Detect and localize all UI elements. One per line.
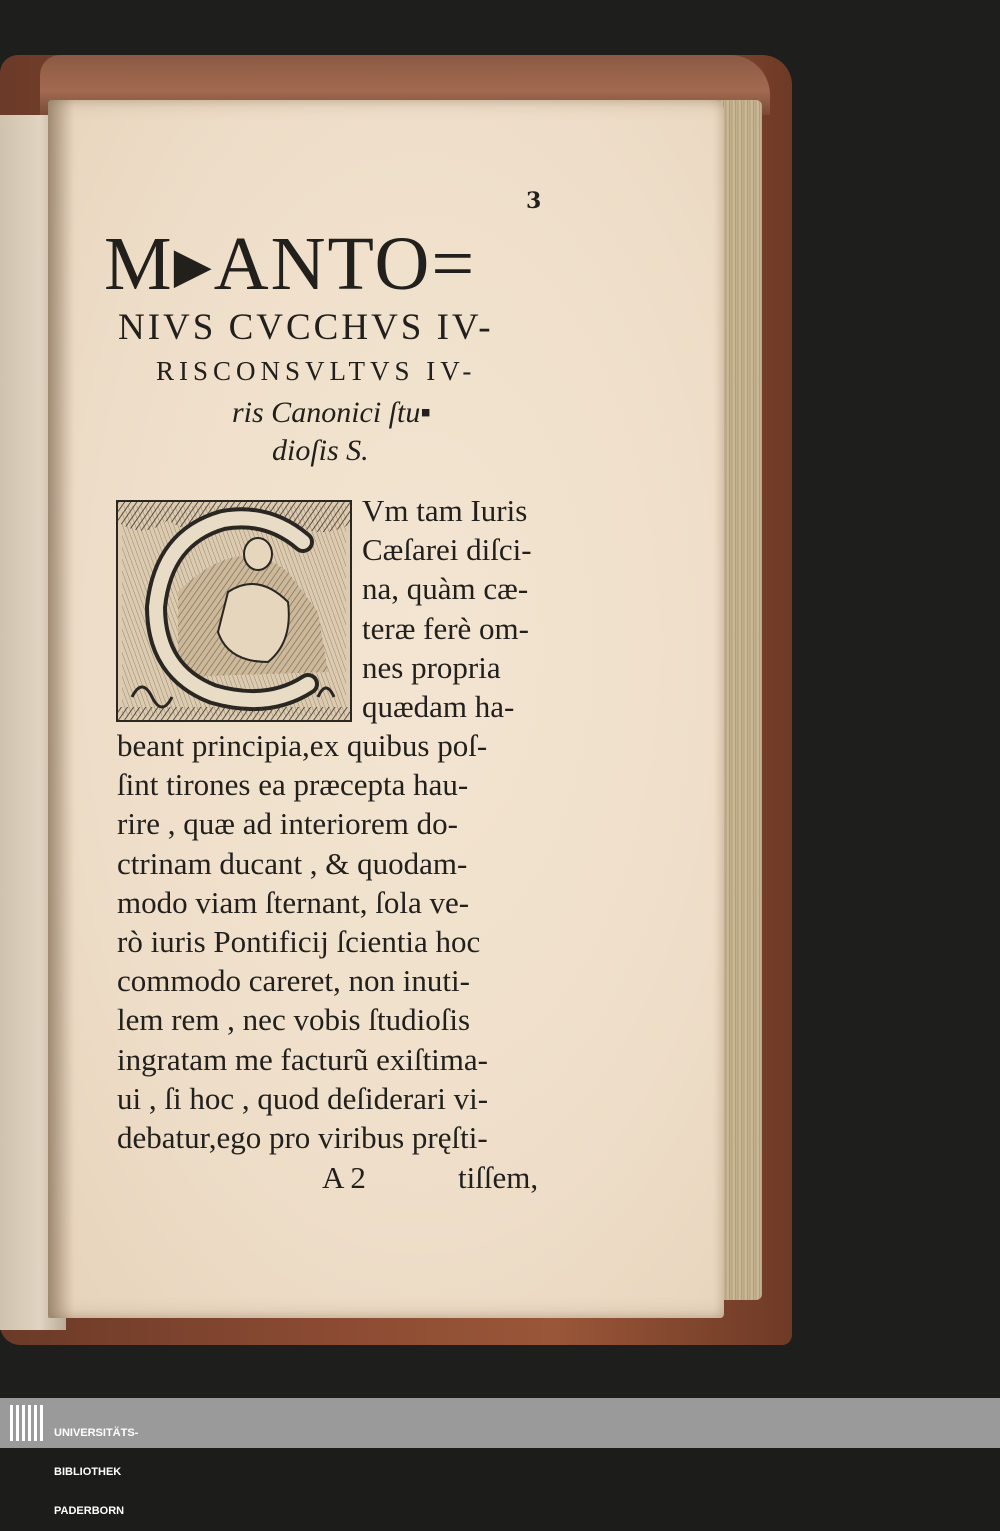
body-line: Cæſarei diſci- bbox=[362, 532, 532, 568]
body-line: lem rem , nec vobis ſtudioſis bbox=[117, 1002, 471, 1038]
logo-text-line-1: UNIVERSITÄTS- bbox=[54, 1427, 139, 1439]
logo-text-line-2: BIBLIOTHEK bbox=[54, 1466, 122, 1478]
heading-line-5: dioſis S. bbox=[272, 434, 369, 467]
body-line: Vm tam Iuris bbox=[362, 493, 528, 528]
body-line: rire , quæ ad interiorem do- bbox=[117, 806, 458, 842]
library-footer-bar bbox=[0, 1398, 1000, 1448]
signature-mark: A 2 bbox=[322, 1160, 366, 1195]
body-line: teræ ferè om- bbox=[362, 610, 529, 646]
heading-line-3: RISCONSVLTVS IV- bbox=[156, 356, 477, 386]
catchword: tiſſem, bbox=[458, 1160, 539, 1195]
body-line: beant principia,ex quibus poſ- bbox=[117, 728, 488, 763]
library-logo-icon bbox=[6, 1401, 46, 1445]
logo-text-line-3: PADERBORN bbox=[54, 1505, 125, 1517]
body-line: commodo careret, non inuti- bbox=[117, 963, 470, 999]
heading-line-2: NIVS CVCCHVS IV- bbox=[118, 307, 494, 348]
gutter-shadow bbox=[48, 100, 74, 1318]
folio-number: 3 bbox=[526, 188, 542, 214]
woodcut-illustration-icon bbox=[118, 502, 350, 720]
body-line: ctrinam ducant , & quodam- bbox=[117, 845, 468, 881]
body-line: debatur,ego pro viribus pręſti- bbox=[117, 1120, 488, 1155]
heading-line-1: M▸ANTO= bbox=[104, 222, 477, 306]
heading-line-4: ris Canonici ſtu▪ bbox=[232, 396, 431, 429]
body-line: modo viam ſternant, ſola ve- bbox=[117, 884, 470, 920]
body-line: ui , ſi hoc , quod deſiderari vi- bbox=[117, 1080, 489, 1116]
body-line: nes propria bbox=[362, 649, 501, 685]
body-line: ingratam me facturũ exiſtima- bbox=[117, 1041, 488, 1077]
library-logo-text bbox=[54, 1401, 138, 1531]
decorated-initial bbox=[116, 500, 352, 722]
body-line: na, quàm cæ- bbox=[362, 571, 529, 607]
body-line: rò iuris Pontificij ſcientia hoc bbox=[117, 924, 481, 959]
body-line: ſint tirones ea præcepta hau- bbox=[117, 767, 469, 803]
body-line: quædam ha- bbox=[362, 689, 515, 724]
